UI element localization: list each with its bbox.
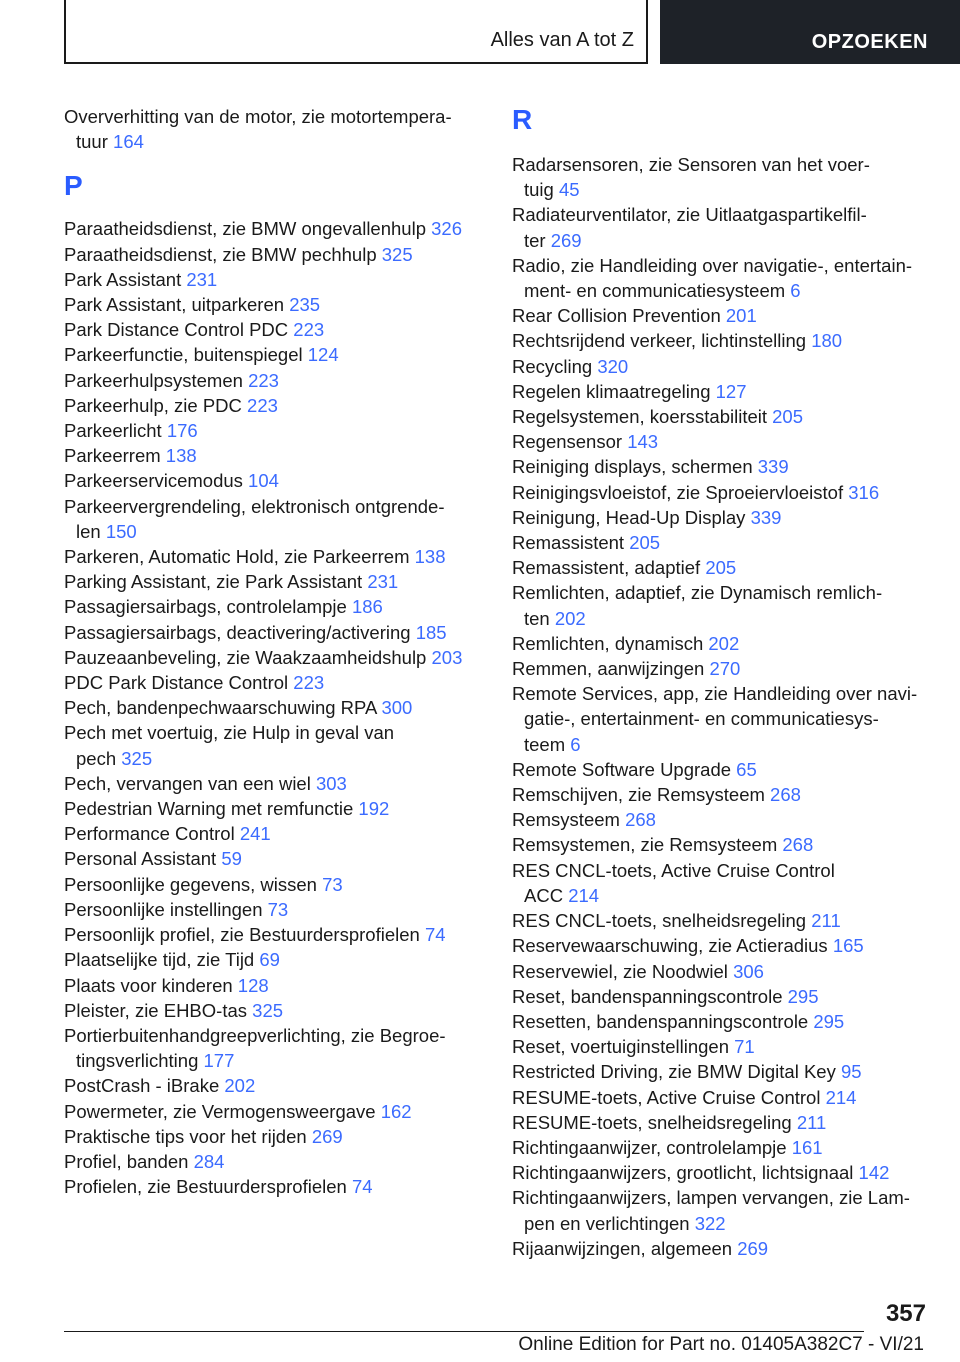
index-entry	[64, 1023, 484, 1073]
page-link[interactable]: 223	[248, 369, 279, 391]
entry-text: Performance Control	[64, 823, 235, 845]
page-link[interactable]: 325	[121, 747, 153, 769]
index-entry	[64, 846, 484, 871]
entry-text: Parkeerrem	[64, 445, 161, 467]
index-entry	[512, 908, 928, 933]
entry-text: Radarsensoren, zie Sensoren van het voer-	[512, 154, 870, 175]
entry-text: Pech, vervangen van een wiel	[64, 772, 311, 794]
index-entry	[64, 317, 484, 342]
entry-text: Parking Assistant, zie Park Assistant	[64, 571, 363, 593]
index-entry	[64, 821, 484, 846]
index-entry	[512, 984, 928, 1009]
page-link[interactable]: 176	[166, 420, 198, 442]
index-entry	[512, 480, 928, 505]
entry-text: Restricted Driving, zie BMW Digital Key	[512, 1061, 836, 1083]
entry-text: Remote Services, app, zie Handleiding over navi-	[512, 683, 918, 705]
page-link[interactable]: 142	[858, 1162, 890, 1184]
index-entry	[64, 368, 484, 393]
index-entry	[64, 267, 484, 292]
entry-text: Reset, bandenspanningscontrole	[512, 985, 783, 1007]
page-link[interactable]: 202	[708, 632, 740, 654]
page-link[interactable]: 268	[770, 784, 801, 806]
index-letter-p: P	[64, 170, 83, 202]
opzoeken-tab[interactable]	[660, 0, 960, 64]
page-link[interactable]: 71	[734, 1036, 755, 1058]
entry-text: pech	[76, 747, 117, 769]
page-link[interactable]: 306	[733, 960, 764, 982]
entry-text: Oververhitting van de motor, zie motortempera-	[64, 106, 452, 127]
entry-text: Paraatheidsdienst, zie BMW ongevallenhulp	[64, 218, 426, 240]
index-entry	[64, 418, 484, 443]
entry-text: Remassistent	[512, 532, 625, 554]
page-link[interactable]: 128	[237, 974, 269, 996]
entry-text: Pech met voertuig, zie Hulp in geval van	[64, 722, 395, 744]
index-entry	[64, 569, 484, 594]
index-entry	[64, 720, 484, 770]
entry-text: ment- en communicatiesysteem	[524, 280, 786, 302]
entry-text: Parkeerhulpsystemen	[64, 369, 243, 391]
entry-text: Reservewiel, zie Noodwiel	[512, 960, 728, 982]
entry-text: Personal Assistant	[64, 848, 217, 870]
entry-text: Profiel, banden	[64, 1150, 189, 1172]
index-entry	[512, 656, 928, 681]
index-entry	[64, 947, 484, 972]
index-entry	[64, 216, 484, 241]
index-column-right	[512, 104, 928, 1261]
index-entry	[64, 1124, 484, 1149]
entry-text: Portierbuitenhandgreepverlichting, zie Begroe-	[64, 1024, 446, 1046]
page-link[interactable]: 269	[311, 1125, 343, 1147]
entry-text: pen en verlichtingen	[524, 1212, 690, 1234]
page-link[interactable]: 138	[165, 445, 197, 467]
page-link[interactable]: 241	[239, 823, 271, 845]
entry-text: Remassistent, adaptief	[512, 557, 701, 579]
page-link[interactable]: 268	[782, 834, 814, 856]
page-link[interactable]: 300	[381, 697, 413, 719]
index-entry	[64, 393, 484, 418]
index-entry	[512, 681, 928, 757]
entry-text: Park Distance Control PDC	[64, 319, 289, 341]
page-number: 357	[885, 1300, 926, 1327]
index-entry	[64, 796, 484, 821]
entry-text: PostCrash - iBrake	[64, 1075, 220, 1097]
index-entry	[512, 1034, 928, 1059]
entry-text: Regelen klimaatregeling	[512, 380, 711, 402]
entry-text: Remlichten, dynamisch	[512, 632, 704, 654]
page-link[interactable]: 74	[424, 924, 446, 946]
page-link[interactable]: 180	[811, 330, 843, 352]
page-link[interactable]: 95	[840, 1061, 862, 1083]
page-link[interactable]: 192	[358, 798, 390, 820]
index-entry	[64, 973, 484, 998]
entry-text: ten	[524, 607, 550, 629]
page-link[interactable]: 223	[293, 672, 325, 694]
page-link[interactable]: 164	[113, 131, 144, 153]
entry-text: Regelsystemen, koersstabiliteit	[512, 406, 767, 428]
page-link[interactable]: 231	[367, 571, 399, 593]
page-link[interactable]: 231	[186, 268, 218, 290]
page-link[interactable]: 214	[825, 1086, 857, 1108]
page-link[interactable]: 161	[791, 1136, 823, 1158]
index-entry	[512, 631, 928, 656]
index-entry	[512, 959, 928, 984]
index-entry	[512, 1185, 928, 1235]
index-entry	[512, 933, 928, 958]
index-entry	[64, 1174, 484, 1199]
entry-text: ACC	[524, 884, 564, 906]
entry-text: Reinigingsvloeistof, zie Sproeiervloeistof	[512, 481, 844, 503]
index-entry	[512, 429, 928, 454]
entry-group-p	[64, 216, 484, 1199]
page-link[interactable]: 211	[811, 910, 841, 932]
index-entry	[64, 1073, 484, 1098]
entry-text: RES CNCL-toets, Active Cruise Control	[512, 859, 835, 881]
entry-text: Persoonlijke instellingen	[64, 898, 263, 920]
index-entry	[512, 1110, 928, 1135]
index-entry	[512, 379, 928, 404]
page-link[interactable]: 205	[629, 532, 661, 554]
entry-text: Parkeerhulp, zie PDC	[64, 394, 242, 416]
page-link[interactable]: 303	[315, 772, 347, 794]
entry-text: Rear Collision Prevention	[512, 305, 721, 327]
index-entry	[512, 757, 928, 782]
index-column-left	[64, 104, 484, 1199]
index-letter-r: R	[512, 104, 533, 135]
index-entry	[64, 292, 484, 317]
index-entry	[512, 1135, 928, 1160]
page-link[interactable]: 322	[694, 1212, 726, 1234]
entry-text: Regensensor	[512, 431, 623, 453]
entry-text: teem	[524, 733, 566, 755]
page-link[interactable]: 202	[554, 607, 586, 629]
entry-text: Passagiersairbags, deactivering/activering	[64, 621, 411, 643]
page-link[interactable]: 150	[105, 520, 137, 542]
index-entry	[64, 104, 484, 154]
entry-text: Remsysteem	[512, 809, 620, 831]
index-entry	[512, 555, 928, 580]
entry-text: Pedestrian Warning met remfunctie	[64, 798, 354, 820]
page-link[interactable]: 269	[737, 1237, 769, 1259]
entry-text: Radio, zie Handleiding over navigatie-, entertain-	[512, 254, 913, 276]
page-link[interactable]: 104	[248, 470, 279, 492]
entry-text: Rechtsrijdend verkeer, lichtinstelling	[512, 330, 807, 352]
index-entry	[64, 897, 484, 922]
index-entry	[512, 1236, 928, 1261]
entry-text: Paraatheidsdienst, zie BMW pechhulp	[64, 243, 377, 265]
entry-group-r	[512, 152, 928, 1261]
page-link[interactable]: 124	[307, 344, 339, 366]
page-link[interactable]: 138	[414, 546, 446, 568]
page-link[interactable]: 339	[757, 456, 789, 478]
index-entry	[64, 468, 484, 493]
page-link[interactable]: 223	[293, 319, 325, 341]
entry-text: RESUME-toets, Active Cruise Control	[512, 1086, 821, 1108]
entry-text: Richtingaanwijzer, controlelampje	[512, 1136, 787, 1158]
entry-group-continued	[64, 104, 484, 154]
page-link[interactable]: 223	[247, 394, 278, 416]
entry-text: Plaatselijke tijd, zie Tijd	[64, 949, 255, 971]
entry-text: Pleister, zie EHBO-tas	[64, 999, 248, 1021]
page-link[interactable]: 316	[848, 481, 880, 503]
page-link[interactable]: 320	[597, 355, 629, 377]
page-link[interactable]: 201	[725, 305, 757, 327]
page-link[interactable]: 202	[224, 1075, 256, 1097]
entry-text: Park Assistant, uitparkeren	[64, 294, 285, 316]
index-entry	[64, 594, 484, 619]
page-link[interactable]: 74	[351, 1176, 373, 1198]
index-entry	[64, 443, 484, 468]
entry-text: Remlichten, adaptief, zie Dynamisch remlich-	[512, 582, 883, 604]
entry-text: PDC Park Distance Control	[64, 672, 289, 694]
edition-text: Online Edition for Part no. 01405A382C7 - VI/21	[518, 1334, 924, 1355]
entry-text: Reservewaarschuwing, zie Actieradius	[512, 935, 828, 957]
index-entry	[512, 454, 928, 479]
page-link[interactable]: 185	[415, 621, 447, 643]
index-entry	[64, 670, 484, 695]
page-link[interactable]: 284	[193, 1150, 225, 1172]
index-entry	[64, 342, 484, 367]
page-link[interactable]: 73	[322, 873, 343, 895]
entry-text: Reset, voertuiginstellingen	[512, 1036, 729, 1058]
page-link[interactable]: 325	[381, 243, 413, 265]
index-entry	[64, 494, 484, 544]
entry-text: Remote Software Upgrade	[512, 758, 732, 780]
index-entry	[64, 1149, 484, 1174]
page-link[interactable]: 59	[221, 848, 242, 870]
index-entry	[512, 404, 928, 429]
index-entry	[512, 303, 928, 328]
entry-text: Remschijven, zie Remsysteem	[512, 784, 765, 806]
header-frame	[64, 0, 648, 64]
index-entry	[512, 202, 928, 252]
page-link[interactable]: 143	[627, 431, 659, 453]
page-link[interactable]: 235	[289, 294, 321, 316]
entry-text: gatie-, entertainment- en communicatiesys-	[524, 708, 879, 730]
page-link[interactable]: 295	[813, 1010, 845, 1032]
entry-text: Powermeter, zie Vermogensweergave	[64, 1100, 376, 1122]
index-entry	[512, 328, 928, 353]
entry-text: Recycling	[512, 355, 593, 377]
section-title: Alles van A tot Z	[490, 29, 634, 51]
index-entry	[64, 620, 484, 645]
entry-text: Passagiersairbags, controlelampje	[64, 596, 347, 618]
entry-text: tuig	[524, 179, 554, 201]
entry-text: Parkeren, Automatic Hold, zie Parkeerrem	[64, 546, 410, 568]
index-entry	[512, 1160, 928, 1185]
entry-text: Plaats voor kinderen	[64, 974, 233, 996]
page-link[interactable]: 205	[772, 406, 804, 428]
page-link[interactable]: 339	[750, 506, 782, 528]
index-entry	[512, 505, 928, 530]
index-entry	[512, 253, 928, 303]
page-link[interactable]: 73	[267, 898, 289, 920]
index-entry	[512, 530, 928, 555]
index-entry	[512, 832, 928, 857]
entry-text: RES CNCL-toets, snelheidsregeling	[512, 910, 807, 932]
entry-text: Pauzeaanbeveling, zie Waakzaamheidshulp	[64, 646, 427, 668]
entry-text: Radiateurventilator, zie Uitlaatgaspartikelfil-	[512, 204, 867, 226]
page-link[interactable]: 162	[380, 1100, 412, 1122]
page-link[interactable]: 6	[570, 733, 581, 755]
entry-text: Resetten, bandenspanningscontrole	[512, 1010, 809, 1032]
page-link[interactable]: 205	[705, 557, 737, 579]
index-entry	[64, 922, 484, 947]
entry-text: Parkeervergrendeling, elektronisch ontgrende-	[64, 495, 445, 517]
entry-text: Pech, bandenpechwaarschuwing RPA	[64, 697, 377, 719]
page-link[interactable]: 203	[431, 646, 463, 668]
entry-text: Persoonlijk profiel, zie Bestuurdersprofielen	[64, 924, 420, 946]
entry-text: Parkeerservicemodus	[64, 470, 243, 492]
index-entry	[64, 544, 484, 569]
entry-text: Persoonlijke gegevens, wissen	[64, 873, 317, 895]
page-link[interactable]: 269	[550, 229, 582, 251]
entry-text: Praktische tips voor het rijden	[64, 1125, 307, 1147]
index-entry	[512, 807, 928, 832]
index-entry	[64, 695, 484, 720]
entry-text: Rijaanwijzingen, algemeen	[512, 1237, 733, 1259]
entry-text: Reinigung, Head-Up Display	[512, 506, 746, 528]
index-entry	[512, 1085, 928, 1110]
entry-text: len	[76, 520, 101, 542]
page-link[interactable]: 177	[203, 1050, 235, 1072]
page-link[interactable]: 165	[832, 935, 864, 957]
page-link[interactable]: 326	[431, 218, 463, 240]
entry-text: Remsystemen, zie Remsysteem	[512, 834, 778, 856]
entry-text: tingsverlichting	[76, 1050, 199, 1072]
index-entry	[512, 858, 928, 908]
index-entry	[512, 354, 928, 379]
tab-label: OPZOEKEN	[811, 31, 928, 53]
index-entry	[64, 645, 484, 670]
entry-text: Remmen, aanwijzingen	[512, 658, 705, 680]
page-link[interactable]: 270	[709, 658, 741, 680]
page-link[interactable]: 214	[568, 884, 600, 906]
index-entry	[64, 771, 484, 796]
page-link[interactable]: 325	[252, 999, 284, 1021]
entry-text: Richtingaanwijzers, lampen vervangen, zie Lam-	[512, 1187, 910, 1209]
page-link[interactable]: 65	[736, 758, 757, 780]
entry-text: Park Assistant	[64, 268, 182, 290]
index-entry	[512, 580, 928, 630]
page-link[interactable]: 295	[787, 985, 819, 1007]
page-link[interactable]: 6	[790, 280, 801, 302]
index-entry	[512, 1009, 928, 1034]
index-entry	[512, 1059, 928, 1084]
page-link[interactable]: 69	[259, 949, 280, 971]
index-entry	[64, 242, 484, 267]
entry-text: RESUME-toets, snelheidsregeling	[512, 1111, 792, 1133]
entry-text: Profielen, zie Bestuurdersprofielen	[64, 1176, 347, 1198]
entry-text: Parkeerfunctie, buitenspiegel	[64, 344, 303, 366]
footer	[0, 1334, 924, 1356]
footer-rule	[64, 1331, 864, 1332]
index-entry	[512, 782, 928, 807]
page-link[interactable]: 186	[351, 596, 383, 618]
page-link[interactable]: 45	[558, 179, 580, 201]
index-entry	[512, 152, 928, 202]
entry-text: Parkeerlicht	[64, 420, 162, 442]
index-entry	[64, 1099, 484, 1124]
page-link[interactable]: 127	[715, 380, 747, 402]
entry-text: Richtingaanwijzers, grootlicht, lichtsignaal	[512, 1162, 854, 1184]
page-link[interactable]: 268	[625, 809, 656, 831]
index-entry	[64, 998, 484, 1023]
page-link[interactable]: 211	[796, 1111, 827, 1133]
index-entry	[64, 872, 484, 897]
entry-text: Reiniging displays, schermen	[512, 456, 753, 478]
entry-text: tuur	[76, 131, 108, 153]
entry-text: ter	[524, 229, 546, 251]
